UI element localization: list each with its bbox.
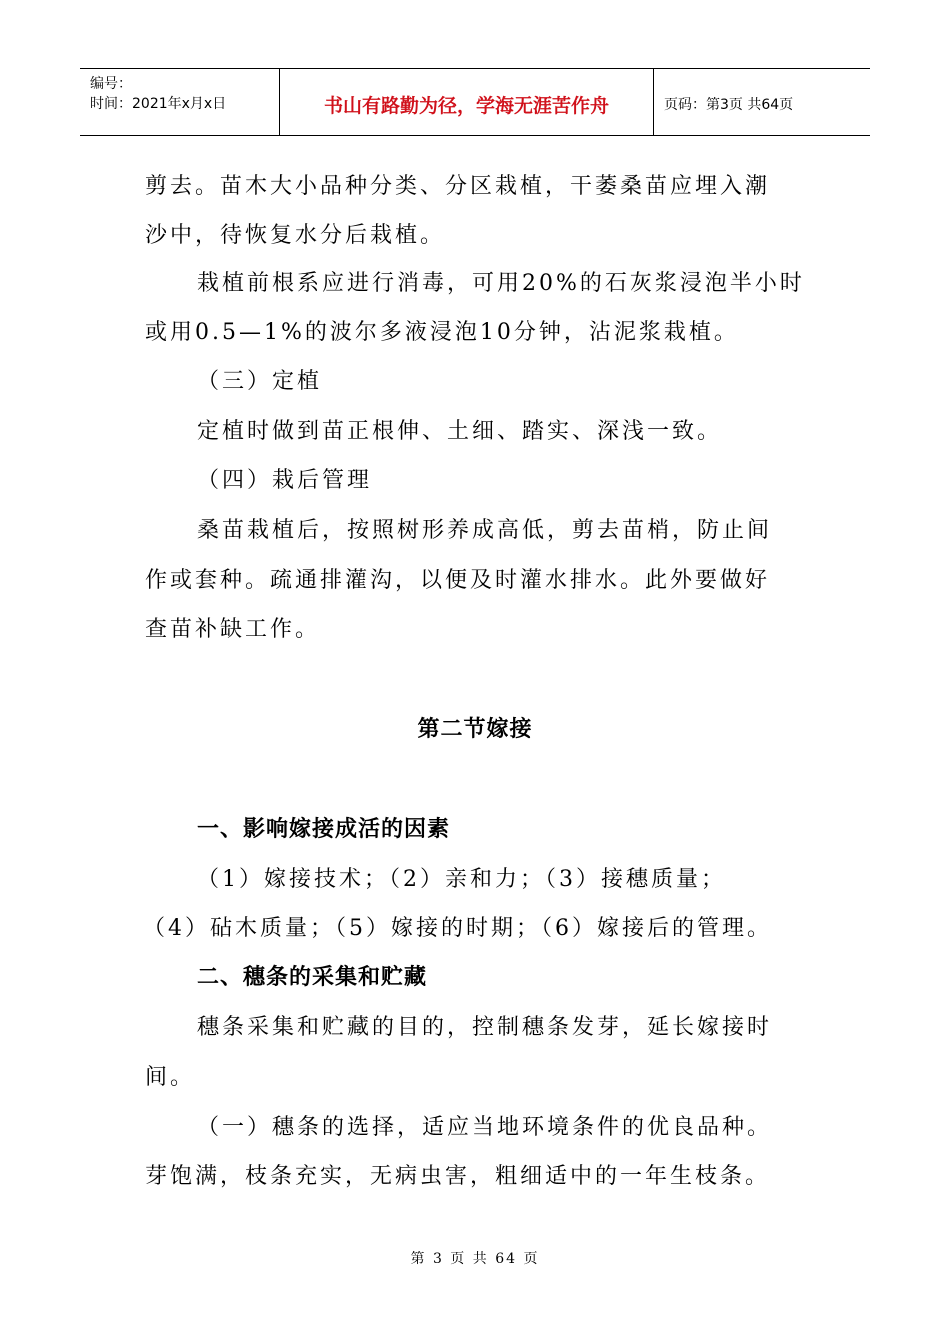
header-motto: 书山有路勤为径，学海无涯苦作舟 — [323, 95, 609, 117]
body-line-9: 作或套种。疏通排灌沟，以便及时灌水排水。此外要做好 — [145, 568, 771, 593]
body-line-18: （一）穗条的选择，适应当地环境条件的优良品种。 — [197, 1115, 773, 1140]
heading-scion-storage: 二、穗条的采集和贮藏 — [197, 965, 428, 990]
body-line-8: 桑苗栽植后，按照树形养成高低，剪去苗梢，防止间 — [197, 518, 773, 543]
document-number-label: 编号： — [90, 76, 132, 92]
body-line-6: 定植时做到苗正根伸、土细、踏实、深浅一致。 — [197, 419, 723, 444]
body-line-14: （4）砧木质量；（5）嫁接的时期；（6）嫁接后的管理。 — [143, 916, 772, 941]
body-line-13: （1）嫁接技术；（2）亲和力；（3）接穗质量； — [197, 867, 726, 892]
body-line-10: 查苗补缺工作。 — [145, 617, 321, 642]
section-title: 第二节嫁接 — [417, 717, 533, 742]
header-motto-cell — [280, 69, 654, 135]
subsection-heading-4: （四）栽后管理 — [197, 468, 373, 493]
document-date-label: 时间：2021年x月x日 — [90, 96, 227, 112]
body-line-16: 穗条采集和贮藏的目的，控制穗条发芽，延长嫁接时 — [197, 1015, 773, 1040]
body-line-19: 芽饱满，枝条充实，无病虫害，粗细适中的一年生枝条。 — [145, 1164, 771, 1189]
body-line-2: 沙中，待恢复水分后栽植。 — [145, 223, 446, 248]
header-page-cell — [654, 69, 870, 135]
body-line-4: 或用0.5—1%的波尔多液浸泡10分钟，沾泥浆栽植。 — [145, 320, 739, 345]
body-line-17: 间。 — [145, 1065, 196, 1090]
header-page-info: 页码：第3页 共64页 — [664, 97, 794, 113]
heading-factors: 一、影响嫁接成活的因素 — [197, 817, 451, 842]
header-meta-cell — [80, 69, 280, 135]
document-header — [80, 68, 870, 136]
body-line-3: 栽植前根系应进行消毒，可用20%的石灰浆浸泡半小时 — [197, 271, 805, 296]
body-line-1: 剪去。苗木大小品种分类、分区栽植，干萎桑苗应埋入潮 — [145, 174, 771, 199]
page-footer: 第 3 页 共 64 页 — [410, 1251, 540, 1267]
subsection-heading-3: （三）定植 — [197, 369, 323, 394]
